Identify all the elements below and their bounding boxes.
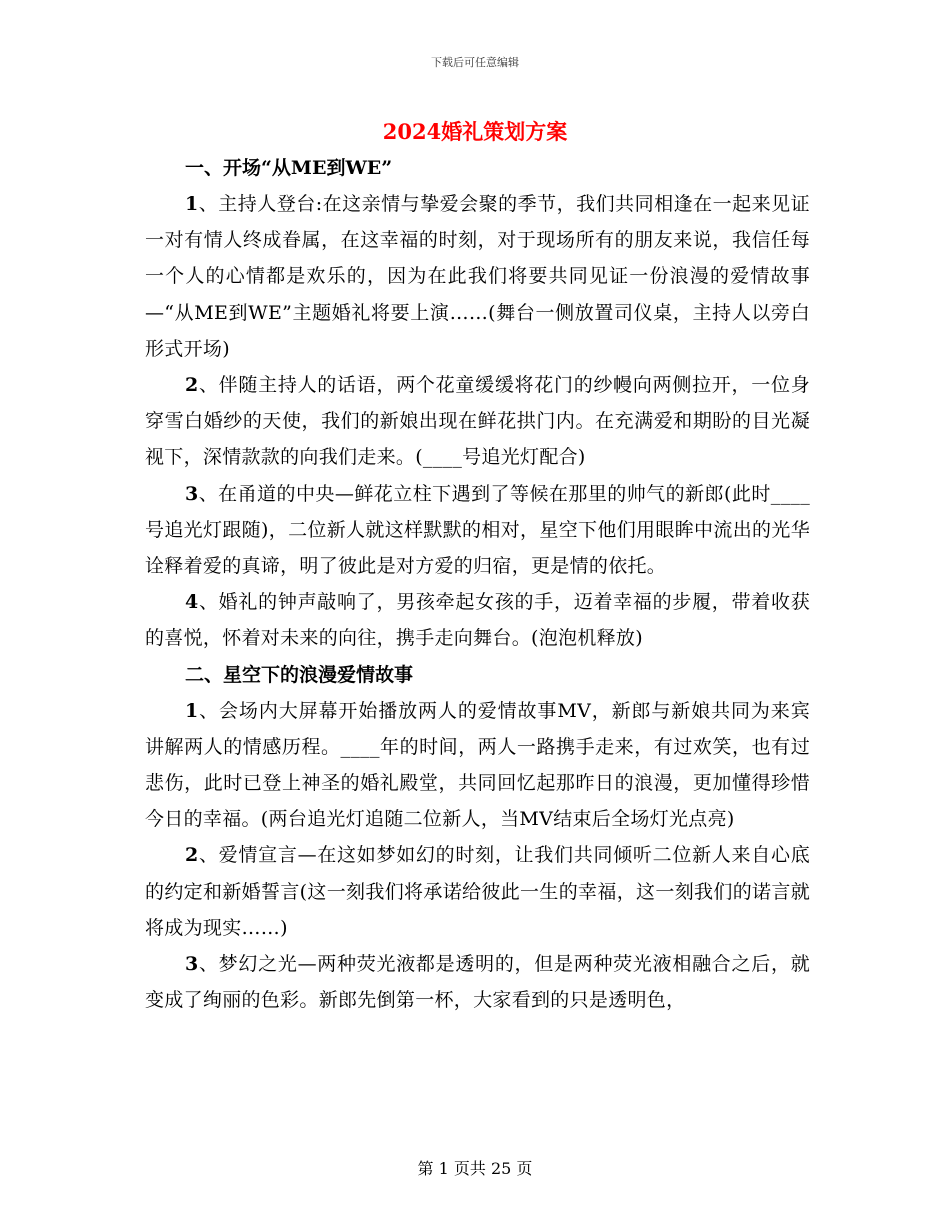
paragraph-text: 、伴随主持人的话语，两个花童缓缓将花门的纱幔向两侧拉开，一位身穿雪白婚纱的天使，我们的新娘出现在鲜花拱门内。在充满爱和期盼的目光凝视下，深情款款的向我们走来。(____号追光灯配合): [145, 374, 810, 469]
header-note: 下载后可任意编辑: [431, 56, 519, 69]
paragraph-text: 、会场内大屏幕开始播放两人的爱情故事MV，新郎与新娘共同为来宾讲解两人的情感历程。____年的时间，两人一路携手走来，有过欢笑，也有过悲伤，此时已登上神圣的婚礼殿堂，共同回忆起那昨日的浪漫，更加懂得珍惜今日的幸福。(两台追光灯追随二位新人，当MV结束后全场灯光点亮): [145, 699, 810, 831]
paragraph-number: 3: [185, 953, 199, 976]
paragraph: [145, 367, 810, 476]
paragraph: [145, 186, 810, 367]
page-number: 第 1 页共 25 页: [417, 1159, 533, 1178]
section-heading: 一、开场“从ME到WE”: [185, 157, 393, 179]
paragraph-text: 、婚礼的钟声敲响了，男孩牵起女孩的手，迈着幸福的步履，带着收获的喜悦，怀着对未来的向往，携手走向舞台。(泡泡机释放): [145, 591, 810, 650]
section-love-story: [145, 657, 810, 1019]
paragraph-text: 、主持人登台:在这亲情与挚爱会聚的季节，我们共同相逢在一起来见证一对有情人终成眷属，在这幸福的时刻，对于现场所有的朋友来说，我信任每一个人的心情都是欢乐的，因为在此我们将要共同见证一份浪漫的爱情故事—“从ME到WE”主题婚礼将要上演……(舞台一侧放置司仪桌，主持人以旁白形式开场): [145, 193, 810, 360]
paragraph-number: 1: [185, 699, 199, 722]
paragraph-text: 、在甬道的中央—鲜花立柱下遇到了等候在那里的帅气的新郎(此时____号追光灯跟随)，二位新人就这样默默的相对，星空下他们用眼眸中流出的光华诠释着爱的真谛，明了彼此是对方爱的归宿，更是情的依托。: [145, 482, 810, 578]
paragraph: [145, 476, 810, 585]
paragraph-number: 2: [185, 374, 199, 397]
paragraph: [145, 693, 810, 838]
paragraph-number: 4: [185, 591, 199, 614]
section-opening: [145, 150, 810, 657]
paragraph-number: 3: [185, 482, 199, 505]
section-heading: 二、星空下的浪漫爱情故事: [185, 663, 414, 686]
paragraph-number: 1: [185, 193, 199, 215]
document-body: [145, 150, 810, 1018]
paragraph: [145, 584, 810, 656]
paragraph-text: 、爱情宣言—在这如梦如幻的时刻，让我们共同倾听二位新人来自心底的约定和新婚誓言(这一刻我们将承诺给彼此一生的幸福，这一刻我们的诺言就将成为现实……): [145, 844, 810, 939]
document-title: 2024婚礼策划方案: [382, 119, 568, 144]
paragraph-number: 2: [185, 844, 199, 867]
paragraph: [145, 946, 810, 1018]
paragraph: [145, 837, 810, 946]
paragraph-text: 、梦幻之光—两种荧光液都是透明的，但是两种荧光液相融合之后，就变成了绚丽的色彩。新郎先倒第一杯，大家看到的只是透明色，: [145, 953, 810, 1012]
